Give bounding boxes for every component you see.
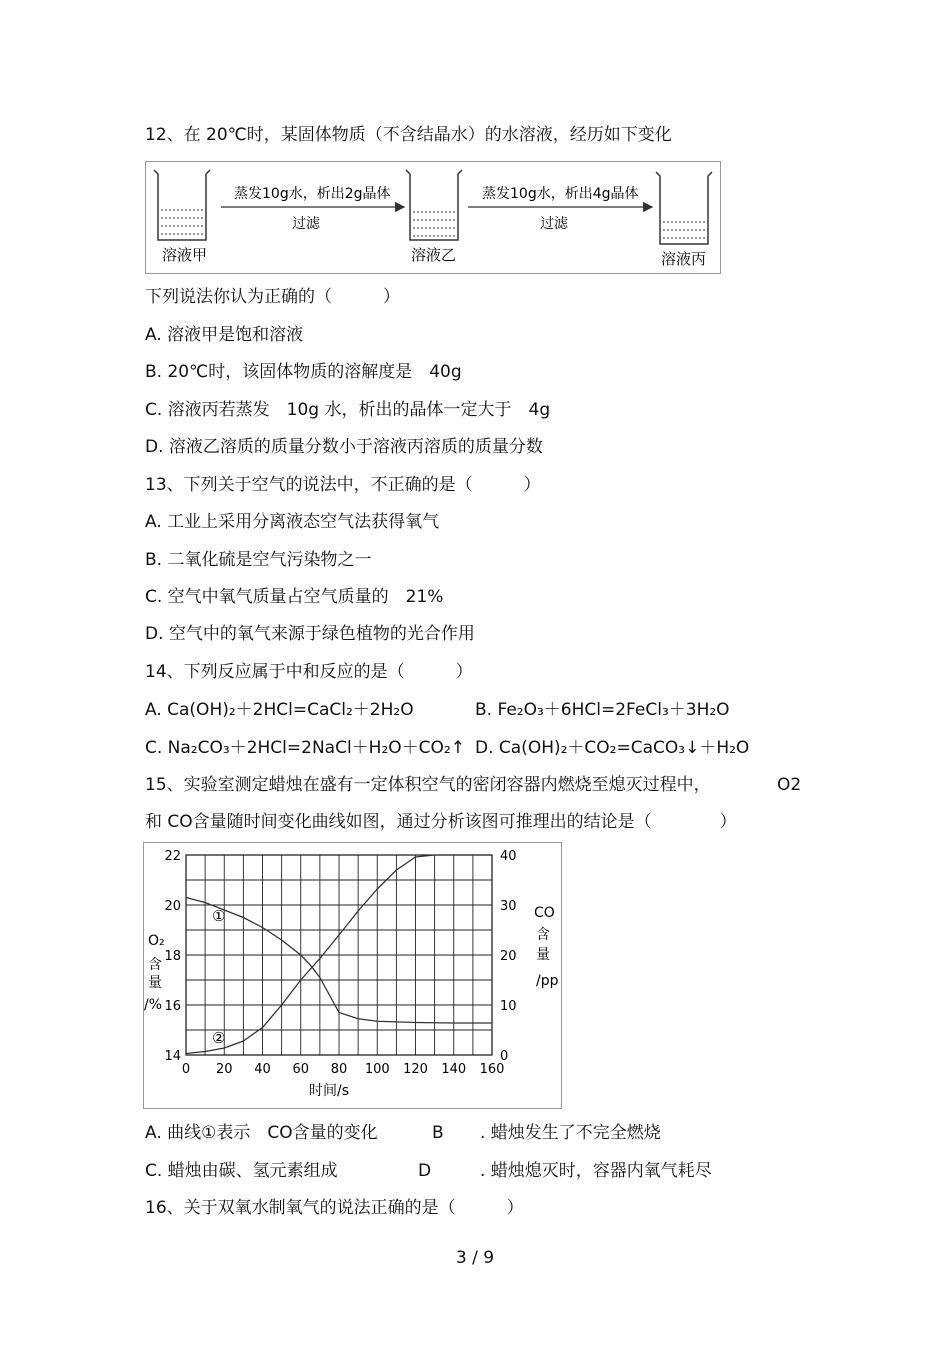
- beaker-a-icon: [154, 170, 210, 240]
- q15-option-a: A. 曲线①表示 CO含量的变化: [145, 1123, 378, 1143]
- x-tick-label: 100: [364, 1062, 390, 1077]
- x-tick-label: 80: [330, 1062, 348, 1077]
- y-left-axis-label: /%: [144, 997, 163, 1013]
- q12-stem: 12、在 20℃时，某固体物质（不含结晶水）的水溶液，经历如下变化: [145, 125, 672, 145]
- y-right-axis-label: CO: [534, 905, 555, 921]
- beaker-a-label: 溶液甲: [162, 246, 208, 264]
- q12-option-b: B. 20℃时，该固体物质的溶解度是 40g: [145, 362, 462, 382]
- y-right-axis-label: 含: [536, 927, 550, 943]
- curve-label-2: ②: [212, 1029, 226, 1047]
- q15-option-b-letter: B: [432, 1123, 444, 1143]
- q13-option-d: D. 空气中的氧气来源于绿色植物的光合作用: [145, 624, 475, 644]
- q12-diagram-svg: [146, 162, 720, 273]
- q12-option-c: C. 溶液丙若蒸发 10g 水，析出的晶体一定大于 4g: [145, 400, 551, 420]
- y-left-tick-label: 20: [164, 899, 181, 914]
- q12-option-a: A. 溶液甲是饱和溶液: [145, 325, 304, 345]
- q13-stem: 13、下列关于空气的说法中，不正确的是（ ）: [145, 475, 541, 495]
- y-left-tick-label: 22: [164, 849, 181, 864]
- q16-stem: 16、关于双氧水制氧气的说法正确的是（ ）: [145, 1198, 524, 1218]
- y-right-tick-label: 30: [500, 899, 517, 914]
- q15-option-c: C. 蜡烛由碳、氢元素组成: [145, 1161, 338, 1181]
- curve-label-1: ①: [212, 907, 226, 925]
- q14-option-d: D. Ca(OH)₂＋CO₂=CaCO₃↓＋H₂O: [475, 738, 750, 758]
- beaker-c-label: 溶液丙: [661, 250, 707, 268]
- x-tick-label: 120: [403, 1062, 428, 1077]
- x-tick-label: 0: [181, 1062, 191, 1077]
- y-left-axis-label: 量: [148, 975, 162, 991]
- x-tick-label: 40: [254, 1062, 271, 1077]
- y-left-tick-label: 16: [164, 999, 181, 1014]
- q15-option-d-letter: D: [418, 1161, 432, 1181]
- q15-stem-o2: O2: [777, 775, 802, 795]
- q13-option-b: B. 二氧化硫是空气污染物之一: [145, 550, 372, 570]
- beaker-b-label: 溶液乙: [411, 246, 457, 264]
- y-right-axis-label: /pp: [536, 973, 559, 989]
- q12-option-d: D. 溶液乙溶质的质量分数小于溶液丙溶质的质量分数: [145, 437, 543, 457]
- q14-option-b: B. Fe₂O₃＋6HCl=2FeCl₃＋3H₂O: [475, 700, 730, 720]
- y-right-tick-label: 20: [500, 949, 517, 964]
- q15-stem-line2: 和 CO含量随时间变化曲线如图，通过分析该图可推理出的结论是（ ）: [145, 812, 737, 832]
- q13-option-c: C. 空气中氧气质量占空气质量的 21%: [145, 587, 444, 607]
- page-number: 3 / 9: [455, 1248, 495, 1268]
- q12-prompt: 下列说法你认为正确的（ ）: [145, 287, 400, 307]
- step2-bottom-label: 过滤: [540, 216, 568, 232]
- beaker-b-icon: [406, 170, 462, 240]
- q12-diagram: [145, 161, 721, 274]
- q14-option-c: C. Na₂CO₃＋2HCl=2NaCl＋H₂O＋CO₂↑: [145, 738, 465, 758]
- y-left-axis-label: O₂: [148, 933, 165, 949]
- x-tick-label: 20: [215, 1062, 233, 1077]
- x-tick-label: 60: [292, 1062, 310, 1077]
- x-tick-label: 140: [441, 1062, 467, 1077]
- q15-option-b-text: . 蜡烛发生了不完全燃烧: [480, 1123, 661, 1143]
- q14-stem: 14、下列反应属于中和反应的是（ ）: [145, 662, 473, 682]
- y-left-axis-label: 含: [148, 957, 162, 973]
- y-right-tick-label: 10: [500, 999, 517, 1014]
- step2-top-label: 蒸发10g水，析出4g晶体: [482, 186, 639, 202]
- y-left-tick-label: 18: [164, 949, 181, 964]
- q15-stem-line1: 15、实验室测定蜡烛在盛有一定体积空气的密闭容器内燃烧至熄灭过程中，: [145, 775, 711, 795]
- y-left-tick-label: 14: [164, 1049, 181, 1064]
- q15-chart-svg: [144, 843, 561, 1108]
- q13-option-a: A. 工业上采用分离液态空气法获得氧气: [145, 512, 440, 532]
- step1-bottom-label: 过滤: [292, 216, 320, 232]
- y-right-axis-label: 量: [536, 947, 550, 963]
- x-tick-label: 160: [479, 1062, 505, 1077]
- q14-option-a: A. Ca(OH)₂＋2HCl=CaCl₂＋2H₂O: [145, 700, 414, 720]
- y-right-tick-label: 0: [500, 1049, 509, 1064]
- y-right-tick-label: 40: [500, 849, 517, 864]
- beaker-c-icon: [656, 172, 712, 244]
- step1-top-label: 蒸发10g水，析出2g晶体: [234, 186, 391, 202]
- q15-option-d-text: . 蜡烛熄灭时，容器内氧气耗尽: [480, 1161, 712, 1181]
- q15-chart: [143, 842, 562, 1109]
- x-axis-label: 时间/s: [308, 1083, 350, 1099]
